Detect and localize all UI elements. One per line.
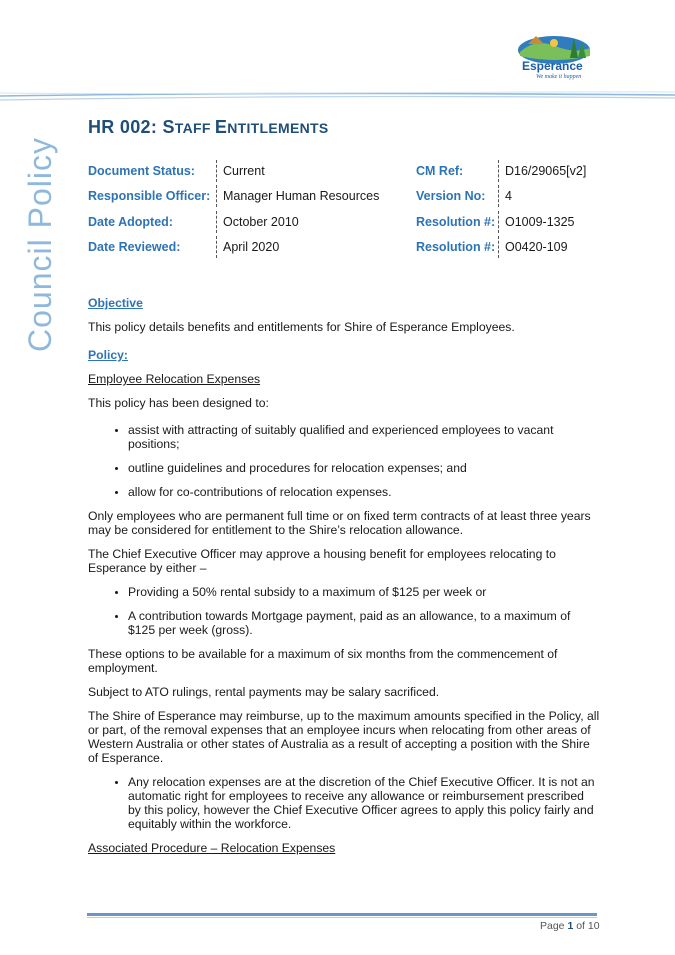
list-item: • A contribution towards Mortgage payment, paid as an allowance, to a maximum of $125 per week (gross). (128, 609, 600, 637)
meta-label: Resolution #: (416, 240, 496, 254)
page-number (540, 920, 600, 932)
paragraph: Subject to ATO rulings, rental payments may be salary sacrificed. (88, 685, 440, 699)
intro-text: This policy has been designed to: (88, 396, 269, 410)
page-total: 10 (587, 920, 600, 932)
side-label-council-policy: Council Policy (22, 137, 58, 352)
section-subheading: Employee Relocation Expenses (88, 372, 261, 386)
page-current: 1 (567, 920, 574, 932)
page-title (88, 117, 329, 138)
meta-value: Current (223, 164, 265, 178)
meta-divider (216, 211, 217, 233)
meta-value: D16/29065[v2] (505, 164, 587, 178)
shire-of-esperance-logo (510, 30, 600, 80)
policy-name-e: E (214, 117, 228, 137)
policy-body (88, 296, 600, 865)
policy-heading: Policy: (88, 348, 128, 362)
bullet-list (88, 775, 600, 831)
list-item: • Any relocation expenses are at the discretion of the Chief Executive Officer. It is not an automatic right for employees to receive any allowance or reimbursement prescribed by this policy, however the Chief Executive Officer agrees to apply this policy fairly and equitably within the workforce. (128, 775, 600, 831)
meta-divider (498, 236, 499, 258)
meta-row (88, 189, 608, 213)
paragraph: The Shire of Esperance may reimburse, up to the maximum amounts specified in the Policy, all or part, of the removal expenses that an employee incurs when relocating from other areas of Western Australia or other states of Australia as a result of accepting a position with the Shire of Esperance. (88, 709, 600, 765)
meta-divider (498, 185, 499, 207)
meta-divider (216, 185, 217, 207)
of-word: of (576, 920, 585, 932)
meta-value: April 2020 (223, 240, 280, 254)
objective-heading: Objective (88, 296, 143, 310)
bullet-list (88, 585, 600, 637)
bullet-list (88, 423, 600, 499)
svg-text:Esperance: Esperance (522, 59, 583, 73)
footer-rule-thin (87, 917, 597, 918)
meta-divider (216, 160, 217, 182)
paragraph: Only employees who are permanent full time or on fixed term contracts of at least three years may be considered for entitlement to the Shire’s relocation allowance. (88, 509, 591, 537)
footer-rule (87, 913, 597, 916)
meta-value: O1009-1325 (505, 215, 575, 229)
meta-divider (498, 211, 499, 233)
policy-name-s: S (162, 117, 175, 137)
meta-label: Responsible Officer: (88, 189, 211, 203)
list-item: • assist with attracting of suitably qualified and experienced employees to vacant positions; (128, 423, 600, 451)
meta-label: Resolution #: (416, 215, 496, 229)
associated-procedure-link[interactable]: Associated Procedure – Relocation Expenses (88, 841, 336, 855)
meta-value: O0420-109 (505, 240, 568, 254)
policy-name-rest2: NTITLEMENTS (227, 120, 329, 136)
meta-label: Document Status: (88, 164, 195, 178)
meta-divider (216, 236, 217, 258)
meta-row (88, 164, 608, 188)
list-item: • allow for co-contributions of relocation expenses. (128, 485, 600, 499)
meta-label: Date Adopted: (88, 215, 173, 229)
meta-label: Date Reviewed: (88, 240, 181, 254)
header-wave-rule (0, 90, 675, 106)
svg-text:We make it happen: We make it happen (536, 74, 582, 80)
policy-code: HR 002: (88, 117, 158, 137)
meta-value: 4 (505, 189, 512, 203)
paragraph: The Chief Executive Officer may approve a housing benefit for employees relocating to Esperance by either – (88, 547, 556, 575)
meta-value: Manager Human Resources (223, 189, 380, 203)
meta-value: October 2010 (223, 215, 299, 229)
meta-divider (498, 160, 499, 182)
meta-row (88, 240, 608, 264)
policy-name-rest1: TAFF (174, 120, 215, 136)
list-item: • outline guidelines and procedures for relocation expenses; and (128, 461, 600, 475)
paragraph: These options to be available for a maximum of six months from the commencement of employment. (88, 647, 558, 675)
page-word: Page (540, 920, 565, 932)
objective-text: This policy details benefits and entitlements for Shire of Esperance Employees. (88, 320, 515, 334)
meta-label: Version No: (416, 189, 486, 203)
meta-row (88, 215, 608, 239)
meta-label: CM Ref: (416, 164, 464, 178)
logo-icon (510, 30, 600, 80)
list-item: • Providing a 50% rental subsidy to a maximum of $125 per week or (128, 585, 600, 599)
